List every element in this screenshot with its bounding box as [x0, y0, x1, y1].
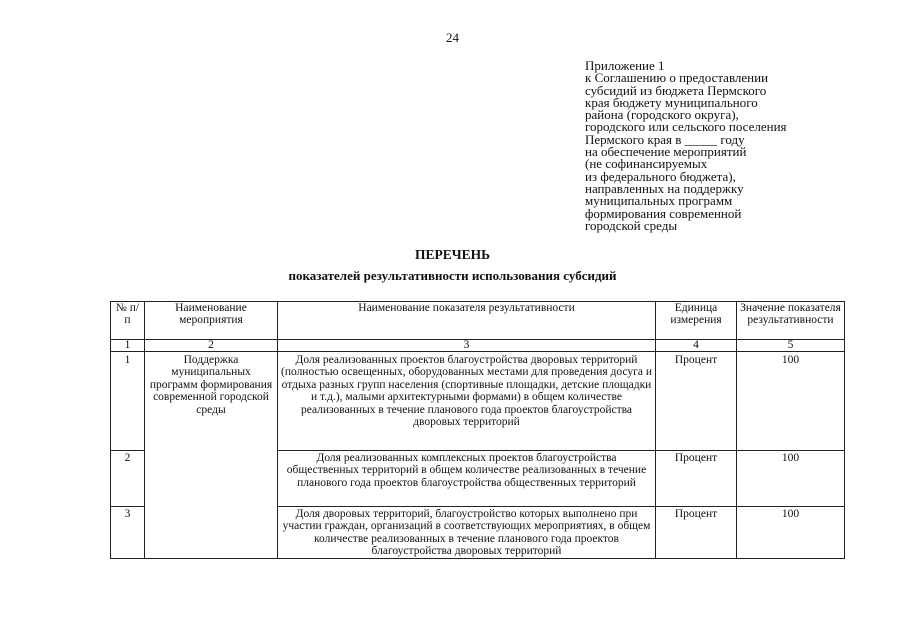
- table-row: [111, 352, 845, 451]
- appendix-line: городского или сельского поселения: [585, 119, 787, 135]
- header-unit: Единица измерения: [656, 302, 737, 340]
- indicator-cell: Доля дворовых территорий, благоустройство которых выполнено при участии граждан, организаций в соответствующих мероприятиях, в общем количестве реализованных в течение планового года проектов благоустройства дворовых территорий: [278, 507, 656, 559]
- table-header-row: [111, 302, 845, 340]
- unit-cell: Процент: [656, 451, 737, 507]
- header-event-name: Наименование мероприятия: [145, 302, 278, 340]
- appendix-line: к Соглашению о предоставлении: [585, 70, 769, 86]
- header-indicator-name: Наименование показателя результативности: [278, 302, 656, 340]
- column-number: 5: [737, 340, 845, 352]
- header-number: № п/п: [111, 302, 145, 340]
- indicators-table: [110, 301, 845, 559]
- unit-cell: Процент: [656, 352, 737, 451]
- appendix-line: (не софинансируемых: [585, 156, 708, 172]
- appendix-line: городской среды: [585, 217, 678, 233]
- appendix-line: субсидий из бюджета Пермского: [585, 82, 767, 98]
- indicator-cell: Доля реализованных проектов благоустройства дворовых территорий (полностью освещенных, оборудованных местами для проведения досуга и отдыха разных групп населения (спортивные площадки, детские площадки и т.д.), малыми архитектурными формами) в общем количестве реализованных в течение планового года проектов благоустройства дворовых территорий: [278, 352, 656, 451]
- appendix-line: Приложение 1: [585, 58, 665, 73]
- appendix-line: края бюджету муниципального: [585, 94, 758, 110]
- value-cell: 100: [737, 352, 845, 451]
- row-number: 1: [111, 352, 145, 451]
- value-cell: 100: [737, 451, 845, 507]
- appendix-line: района (городского округа),: [585, 107, 739, 123]
- indicator-cell: Доля реализованных комплексных проектов благоустройства общественных территорий в общем количестве реализованных в течение планового года проектов благоустройства общественных территорий: [278, 451, 656, 507]
- column-number: 3: [278, 340, 656, 352]
- page-number: 24: [446, 30, 459, 45]
- unit-cell: Процент: [656, 507, 737, 559]
- header-value: Значение показателя результативности: [737, 302, 845, 340]
- column-number-row: [111, 340, 845, 352]
- appendix-line: Пермского края в _____ году: [585, 131, 745, 147]
- row-number: 2: [111, 451, 145, 507]
- column-number: 4: [656, 340, 737, 352]
- document-title: ПЕРЕЧЕНЬ: [414, 247, 491, 262]
- column-number: 2: [145, 340, 278, 352]
- appendix-line: формирования современной: [585, 205, 742, 221]
- row-number: 3: [111, 507, 145, 559]
- value-cell: 100: [737, 507, 845, 559]
- event-name-cell: Поддержка муниципальных программ формирования современной городской среды: [145, 352, 278, 559]
- column-number: 1: [111, 340, 145, 352]
- appendix-line: из федерального бюджета),: [585, 168, 736, 184]
- appendix-line: муниципальных программ: [585, 193, 733, 209]
- appendix-line: на обеспечение мероприятий: [585, 144, 747, 160]
- document-subtitle: показателей результативности использования субсидий: [288, 268, 617, 283]
- appendix-line: направленных на поддержку: [585, 180, 744, 196]
- appendix-block: [585, 60, 885, 232]
